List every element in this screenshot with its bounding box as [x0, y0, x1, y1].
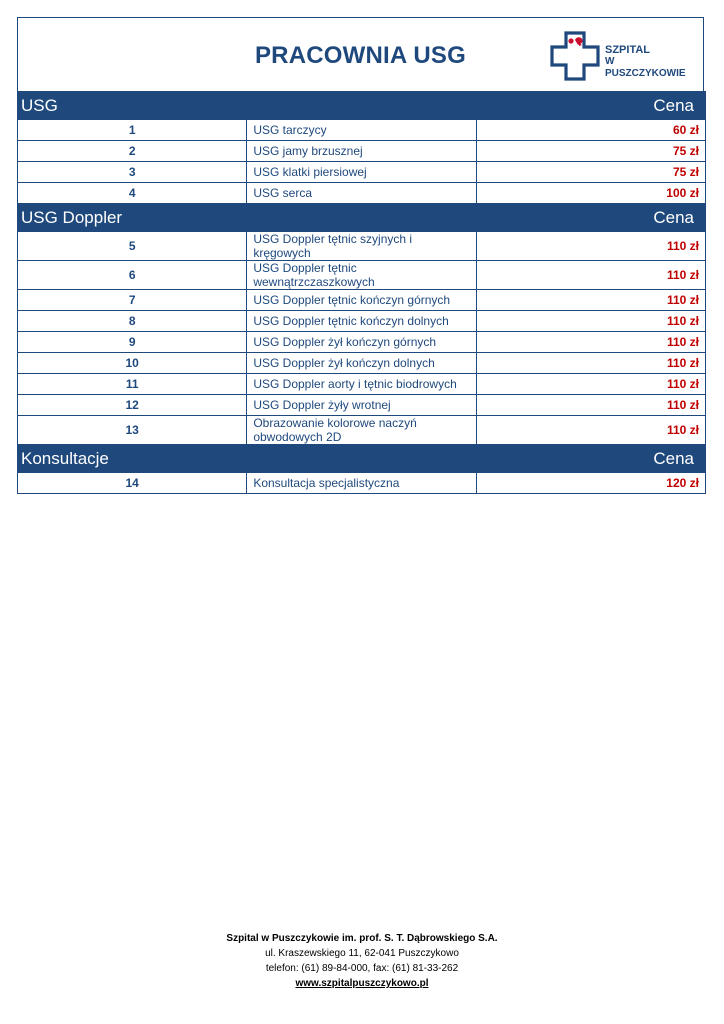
table-row — [18, 162, 706, 183]
row-number: 12 — [18, 395, 247, 416]
section-price-header: Cena — [476, 92, 705, 120]
table-row — [18, 395, 706, 416]
page-title: PRACOWNIA USG — [254, 42, 467, 69]
row-number: 14 — [18, 473, 247, 494]
section-title: USG — [18, 92, 477, 120]
service-price: 110 zł — [476, 290, 705, 311]
document-header — [17, 17, 704, 91]
logo-text — [605, 44, 689, 80]
service-name: USG Doppler tętnic szyjnych i kręgowych — [247, 232, 476, 261]
row-number: 5 — [18, 232, 247, 261]
service-price: 100 zł — [476, 183, 705, 204]
footer — [0, 931, 724, 991]
logo-line-2: W PUSZCZYKOWIE — [605, 56, 686, 79]
service-name: USG Doppler żył kończyn górnych — [247, 332, 476, 353]
service-name: USG Doppler tętnic wewnątrzczaszkowych — [247, 261, 476, 290]
service-price: 120 zł — [476, 473, 705, 494]
row-number: 9 — [18, 332, 247, 353]
service-price: 110 zł — [476, 261, 705, 290]
hospital-logo — [549, 30, 689, 84]
row-number: 10 — [18, 353, 247, 374]
service-price: 110 zł — [476, 416, 705, 445]
price-table — [17, 91, 706, 494]
service-name: USG tarczycy — [247, 120, 476, 141]
cross-logo-icon — [549, 30, 601, 82]
service-name: USG Doppler żył kończyn dolnych — [247, 353, 476, 374]
footer-company: Szpital w Puszczykowie im. prof. S. T. Dąbrowskiego S.A. — [226, 933, 498, 944]
row-number: 2 — [18, 141, 247, 162]
section-header — [18, 92, 706, 120]
section-header — [18, 204, 706, 232]
table-row — [18, 183, 706, 204]
section-header — [18, 445, 706, 473]
service-name: Konsultacja specjalistyczna — [247, 473, 476, 494]
service-name: USG jamy brzusznej — [247, 141, 476, 162]
table-row — [18, 374, 706, 395]
service-name: USG Doppler tętnic kończyn dolnych — [247, 311, 476, 332]
service-price: 60 zł — [476, 120, 705, 141]
row-number: 13 — [18, 416, 247, 445]
section-title: USG Doppler — [18, 204, 477, 232]
service-price: 110 zł — [476, 232, 705, 261]
footer-address: ul. Kraszewskiego 11, 62-041 Puszczykowo — [265, 948, 459, 959]
price-list-sheet — [17, 17, 704, 494]
service-price: 75 zł — [476, 162, 705, 183]
row-number: 1 — [18, 120, 247, 141]
row-number: 8 — [18, 311, 247, 332]
service-name: USG Doppler żyły wrotnej — [247, 395, 476, 416]
service-name: USG klatki piersiowej — [247, 162, 476, 183]
table-row — [18, 473, 706, 494]
row-number: 6 — [18, 261, 247, 290]
service-name: USG Doppler tętnic kończyn górnych — [247, 290, 476, 311]
table-row — [18, 332, 706, 353]
service-price: 110 zł — [476, 311, 705, 332]
service-price: 110 zł — [476, 353, 705, 374]
logo-line-1: SZPITAL — [605, 44, 651, 56]
table-row — [18, 141, 706, 162]
service-price: 110 zł — [476, 395, 705, 416]
row-number: 3 — [18, 162, 247, 183]
service-price: 110 zł — [476, 374, 705, 395]
service-name: USG serca — [247, 183, 476, 204]
service-name: Obrazowanie kolorowe naczyń obwodowych 2D — [247, 416, 476, 445]
table-row — [18, 311, 706, 332]
table-row — [18, 120, 706, 141]
table-row — [18, 290, 706, 311]
table-row — [18, 416, 706, 445]
table-row — [18, 261, 706, 290]
service-price: 110 zł — [476, 332, 705, 353]
row-number: 4 — [18, 183, 247, 204]
service-name: USG Doppler aorty i tętnic biodrowych — [247, 374, 476, 395]
section-title: Konsultacje — [18, 445, 477, 473]
row-number: 7 — [18, 290, 247, 311]
section-price-header: Cena — [476, 204, 705, 232]
section-price-header: Cena — [476, 445, 705, 473]
row-number: 11 — [18, 374, 247, 395]
footer-website-link[interactable]: www.szpitalpuszczykowo.pl — [295, 978, 429, 989]
table-row — [18, 353, 706, 374]
table-row — [18, 232, 706, 261]
footer-phone: telefon: (61) 89-84-000, fax: (61) 81-33-262 — [265, 963, 459, 974]
service-price: 75 zł — [476, 141, 705, 162]
